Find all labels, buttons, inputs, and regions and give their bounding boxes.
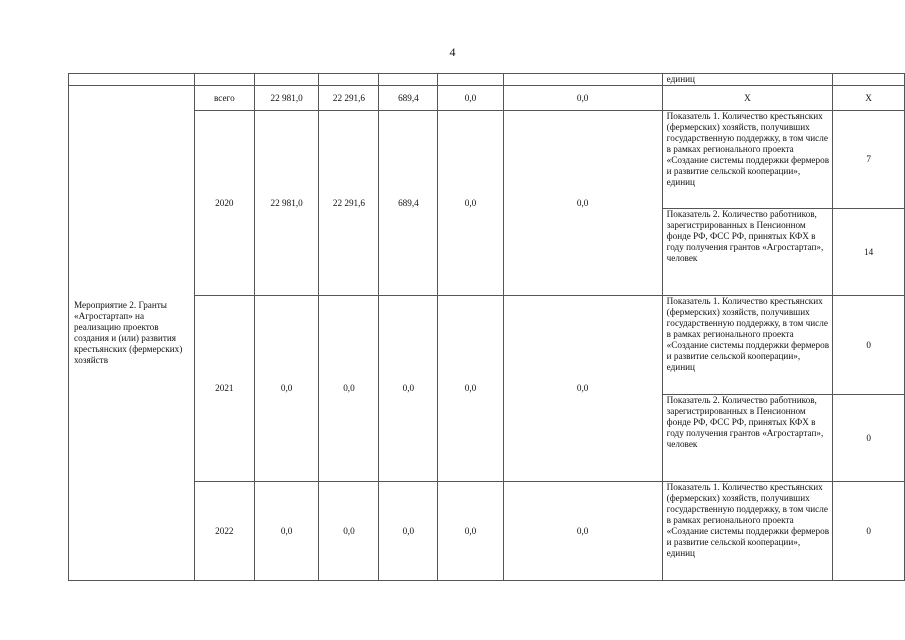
- year-row: [69, 296, 905, 395]
- amount-federal: 0,0: [319, 482, 379, 581]
- cell-empty: [438, 74, 503, 86]
- amount-regional: 0,0: [379, 482, 438, 581]
- amount-local: 0,0: [438, 482, 503, 581]
- amount-regional: 0,0: [379, 296, 438, 482]
- amount-federal: 22 291,6: [319, 111, 379, 296]
- year-row: [69, 111, 905, 209]
- indicator-value: 0: [833, 395, 905, 482]
- indicator-text: Показатель 2. Количество работников, зарегистрированных в Пенсионном фонде РФ, ФСС РФ, принятых КФХ в году получения грантов «Агростартап», человек: [662, 395, 833, 482]
- page-number: 4: [449, 45, 456, 59]
- amount-total: 0,0: [254, 482, 319, 581]
- amount-local: 0,0: [438, 111, 503, 296]
- indicator-text: Показатель 2. Количество работников, зарегистрированных в Пенсионном фонде РФ, ФСС РФ, принятых КФХ в году получения грантов «Агростартап», человек: [662, 209, 833, 296]
- year-cell: всего: [194, 86, 254, 111]
- amount-total: 22 981,0: [254, 111, 319, 296]
- year-cell: 2022: [194, 482, 254, 581]
- indicator-text: Х: [662, 86, 833, 111]
- amount-other: 0,0: [503, 482, 662, 581]
- year-cell: 2021: [194, 296, 254, 482]
- cell-empty: [503, 74, 662, 86]
- cell-empty: [69, 74, 195, 86]
- indicator-value: 7: [833, 111, 905, 209]
- year-row: [69, 482, 905, 581]
- indicator-value: Х: [833, 86, 905, 111]
- amount-other: 0,0: [503, 111, 662, 296]
- amount-federal: 22 291,6: [319, 86, 379, 111]
- indicator-text: Показатель 1. Количество крестьянских (фермерских) хозяйств, получивших государственную поддержку, в том числе в рамках регионального проекта «Создание системы поддержки фермеров и развитие сельской кооперации», единиц: [662, 296, 833, 395]
- program-table: [68, 73, 905, 581]
- header-tail-row: [69, 74, 905, 86]
- amount-other: 0,0: [503, 296, 662, 482]
- indicator-value: 0: [833, 482, 905, 581]
- cell-empty: [319, 74, 379, 86]
- year-cell: 2020: [194, 111, 254, 296]
- indicator-tail: единиц: [662, 74, 833, 86]
- amount-local: 0,0: [438, 296, 503, 482]
- cell-empty: [833, 74, 905, 86]
- amount-regional: 689,4: [379, 86, 438, 111]
- amount-total: 22 981,0: [254, 86, 319, 111]
- amount-local: 0,0: [438, 86, 503, 111]
- cell-empty: [254, 74, 319, 86]
- cell-empty: [194, 74, 254, 86]
- indicator-text: Показатель 1. Количество крестьянских (фермерских) хозяйств, получивших государственную поддержку, в том числе в рамках регионального проекта «Создание системы поддержки фермеров и развитие сельской кооперации», единиц: [662, 482, 833, 581]
- amount-total: 0,0: [254, 296, 319, 482]
- total-row: [69, 86, 905, 111]
- indicator-value: 14: [833, 209, 905, 296]
- amount-regional: 689,4: [379, 111, 438, 296]
- event-label: Мероприятие 2. Гранты «Агростартап» на реализацию проектов создания и (или) развития крестьянских (фермерских) хозяйств: [69, 86, 195, 581]
- amount-federal: 0,0: [319, 296, 379, 482]
- cell-empty: [379, 74, 438, 86]
- indicator-text: Показатель 1. Количество крестьянских (фермерских) хозяйств, получивших государственную поддержку, в том числе в рамках регионального проекта «Создание системы поддержки фермеров и развитие сельской кооперации», единиц: [662, 111, 833, 209]
- indicator-value: 0: [833, 296, 905, 395]
- amount-other: 0,0: [503, 86, 662, 111]
